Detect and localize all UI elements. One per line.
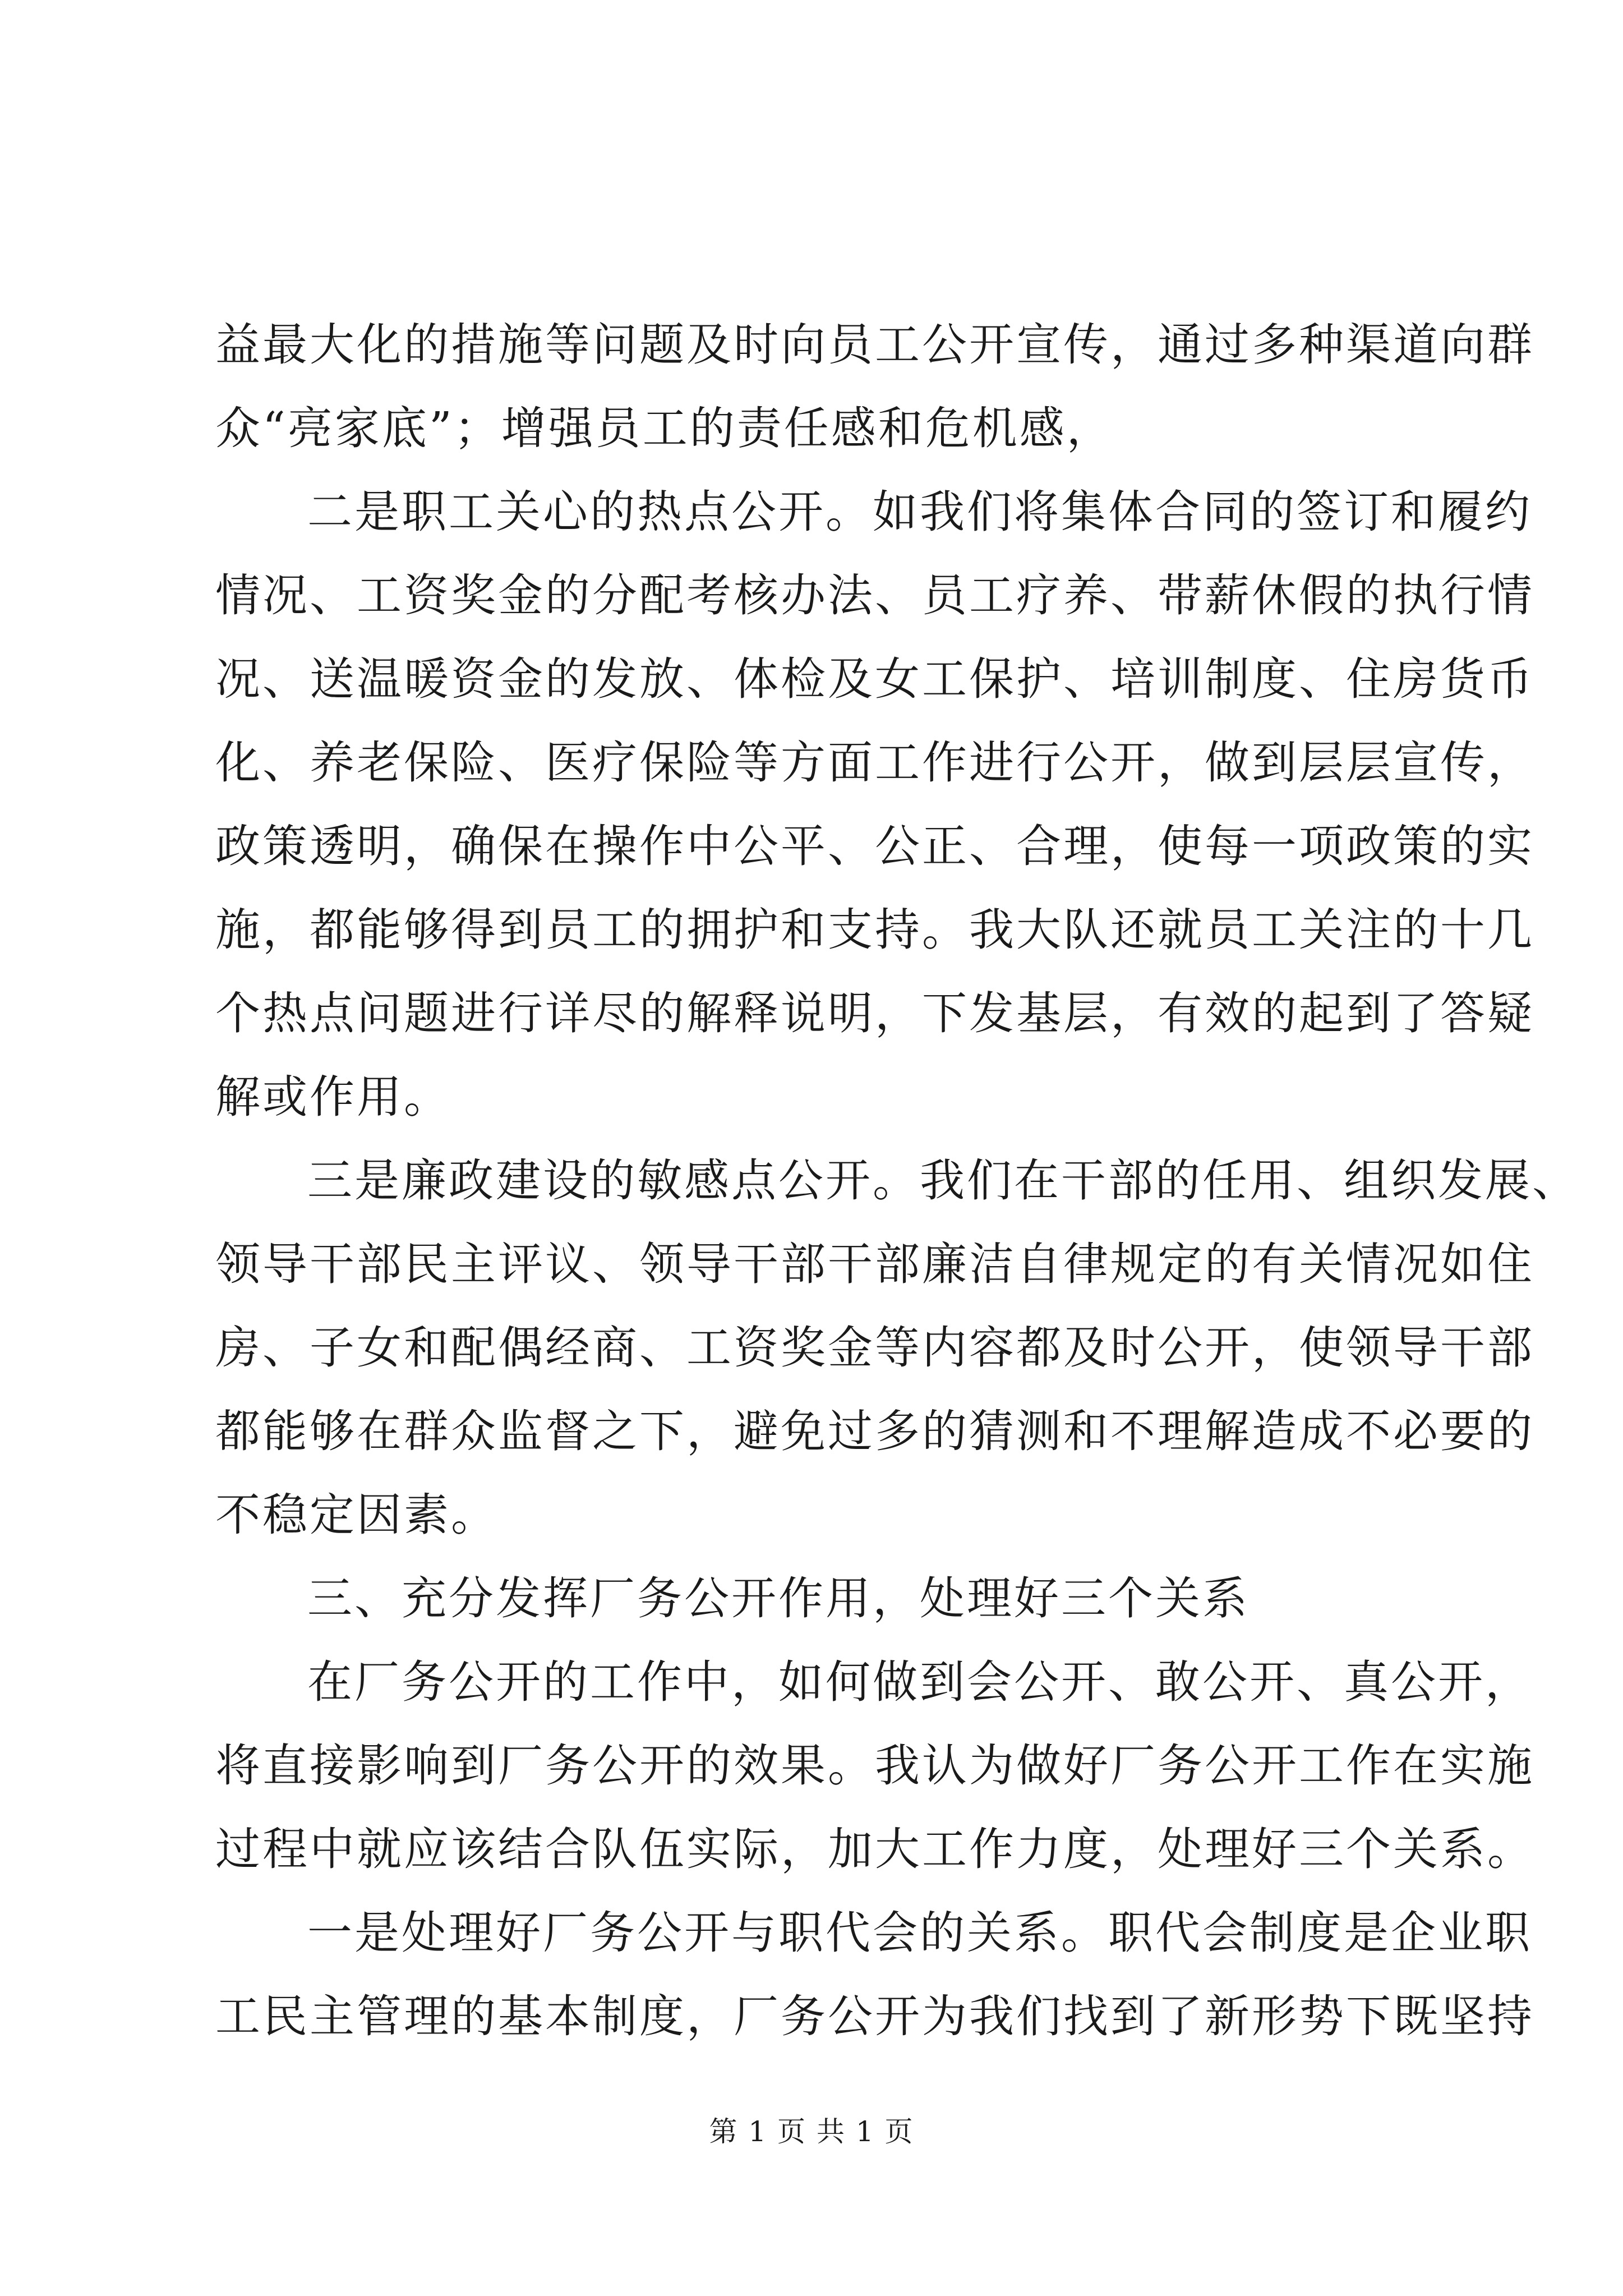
page-number-footer: 第 1 页 共 1 页 [709, 2115, 914, 2148]
text-line: 化、养老保险、医疗保险等方面工作进行公开，做到层层宣传， [215, 737, 1534, 789]
paragraph-start-line: 在厂务公开的工作中，如何做到会公开、敢公开、真公开， [307, 1656, 1532, 1708]
text-line: 领导干部民主评议、领导干部干部廉洁自律规定的有关情况如住 [215, 1238, 1534, 1290]
text-line: 况、送温暖资金的发放、体检及女工保护、培训制度、住房货币 [215, 653, 1534, 705]
text-line: 工民主管理的基本制度，厂务公开为我们找到了新形势下既坚持 [215, 1990, 1534, 2042]
text-line: 益最大化的措施等问题及时向员工公开宣传，通过多种渠道向群 [215, 319, 1534, 371]
text-line: 不稳定因素。 [215, 1489, 498, 1541]
paragraph-start-line: 二是职工关心的热点公开。如我们将集体合同的签订和履约 [307, 486, 1532, 538]
paragraph-start-line: 一是处理好厂务公开与职代会的关系。职代会制度是企业职 [307, 1907, 1532, 1959]
body-text [215, 303, 1579, 2058]
text-line: 过程中就应该结合队伍实际，加大工作力度，处理好三个关系。 [215, 1823, 1534, 1875]
text-line: 政策透明，确保在操作中公平、公正、合理，使每一项政策的实 [215, 820, 1534, 872]
text-line: 施，都能够得到员工的拥护和支持。我大队还就员工关注的十几 [215, 904, 1534, 956]
text-line: 众“亮家底”；增强员工的责任感和危机感， [215, 402, 1114, 454]
text-line: 解或作用。 [215, 1071, 451, 1123]
paragraph-start-line: 三是廉政建设的敏感点公开。我们在干部的任用、组织发展、 [307, 1154, 1579, 1207]
text-line: 个热点问题进行详尽的解释说明，下发基层，有效的起到了答疑 [215, 987, 1534, 1039]
text-line: 情况、工资奖金的分配考核办法、员工疗养、带薪休假的执行情 [215, 569, 1534, 622]
section-heading: 三、充分发挥厂务公开作用，处理好三个关系 [307, 1572, 1249, 1625]
text-line: 将直接影响到厂务公开的效果。我认为做好厂务公开工作在实施 [215, 1740, 1534, 1792]
text-line: 都能够在群众监督之下，避免过多的猜测和不理解造成不必要的 [215, 1405, 1534, 1457]
text-line: 房、子女和配偶经商、工资奖金等内容都及时公开，使领导干部 [215, 1322, 1534, 1374]
